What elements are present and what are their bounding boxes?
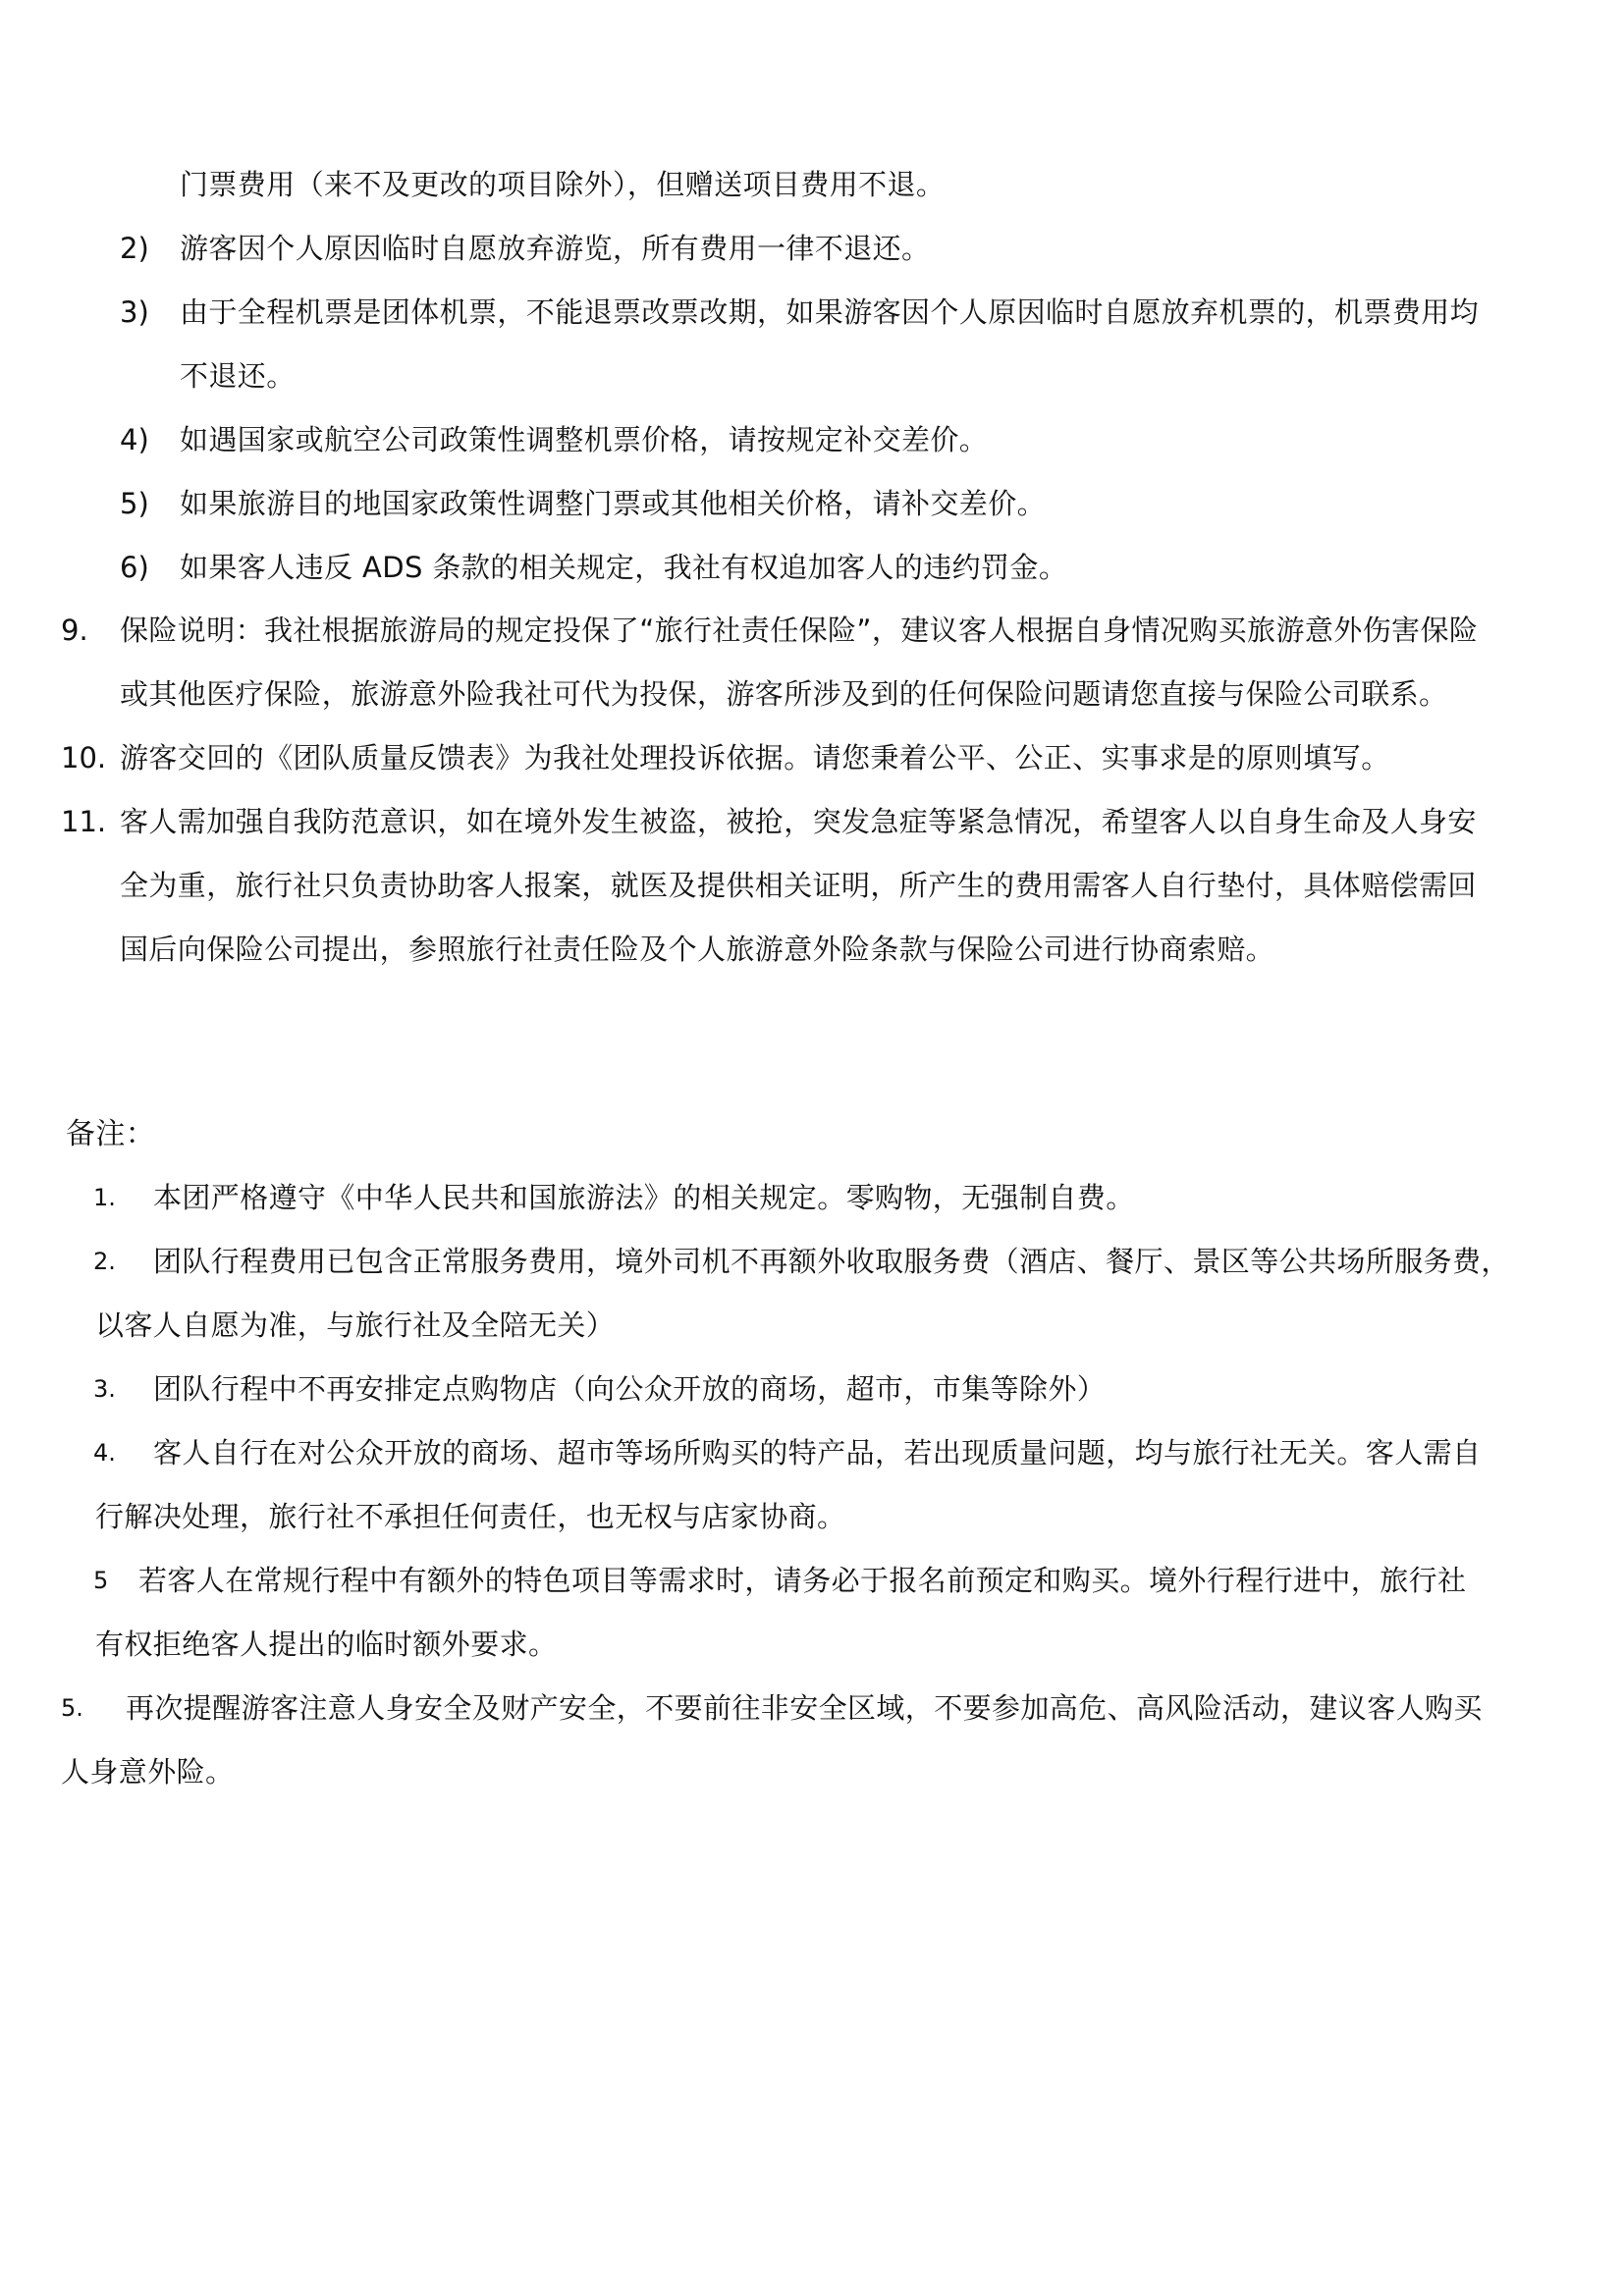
clause-line: 全为重，旅行社只负责协助客人报案，就医及提供相关证明，所产生的费用需客人自行垫付，具体赔偿需回 bbox=[120, 869, 1477, 902]
sub-item-line: 如果客人违反 ADS 条款的相关规定，我社有权追加客人的违约罚金。 bbox=[180, 551, 1068, 584]
remark-line: 人身意外险。 bbox=[61, 1755, 235, 1789]
remarks-title: 备注： bbox=[66, 1117, 156, 1151]
clause-line: 保险说明：我社根据旅游局的规定投保了“旅行社责任保险”，建议客人根据自身情况购买旅游意外伤害保险 bbox=[120, 614, 1479, 647]
sub-item-number: 3) bbox=[120, 295, 149, 329]
clause-line: 游客交回的《团队质量反馈表》为我社处理投诉依据。请您秉着公平、公正、实事求是的原则填写。 bbox=[120, 741, 1390, 774]
remark-line: 若客人在常规行程中有额外的特色项目等需求时，请务必于报名前预定和购买。境外行程行进中，旅行社 bbox=[138, 1564, 1467, 1597]
sub-item-number: 5) bbox=[120, 487, 149, 520]
sub-item-line: 如遇国家或航空公司政策性调整机票价格，请按规定补交差价。 bbox=[180, 423, 989, 456]
remark-line: 有权拒绝客人提出的临时额外要求。 bbox=[95, 1628, 558, 1661]
clause-continuation-line: 门票费用（来不及更改的项目除外），但赠送项目费用不退。 bbox=[180, 168, 946, 201]
sub-item-line: 如果旅游目的地国家政策性调整门票或其他相关价格，请补交差价。 bbox=[180, 487, 1047, 520]
clause-number: 9. bbox=[61, 614, 88, 647]
sub-item-line: 由于全程机票是团体机票，不能退票改票改期，如果游客因个人原因临时自愿放弃机票的，机票费用均 bbox=[180, 295, 1480, 329]
clause-number: 10. bbox=[61, 741, 107, 774]
remark-line: 行解决处理，旅行社不承担任何责任，也无权与店家协商。 bbox=[95, 1500, 846, 1533]
remark-line: 再次提醒游客注意人身安全及财产安全，不要前往非安全区域，不要参加高危、高风险活动，建议客人购买 bbox=[126, 1691, 1483, 1725]
clause-line: 国后向保险公司提出，参照旅行社责任险及个人旅游意外险条款与保险公司进行协商索赔。 bbox=[120, 933, 1275, 966]
remark-number: 4. bbox=[93, 1439, 116, 1467]
remark-line: 团队行程费用已包含正常服务费用，境外司机不再额外收取服务费（酒店、餐厅、景区等公共场所服务费， bbox=[153, 1245, 1510, 1278]
sub-item-number: 2) bbox=[120, 232, 149, 265]
remark-number: 3. bbox=[93, 1375, 116, 1403]
clause-line: 客人需加强自我防范意识，如在境外发生被盗，被抢，突发急症等紧急情况，希望客人以自身生命及人身安 bbox=[120, 805, 1477, 838]
remark-line: 团队行程中不再安排定点购物店（向公众开放的商场，超市，市集等除外） bbox=[153, 1372, 1107, 1406]
remark-number: 5. bbox=[61, 1694, 83, 1722]
sub-item-line: 游客因个人原因临时自愿放弃游览，所有费用一律不退还。 bbox=[180, 232, 931, 265]
remark-line: 客人自行在对公众开放的商场、超市等场所购买的特产品，若出现质量问题，均与旅行社无关。客人需自 bbox=[153, 1436, 1482, 1469]
remark-line: 本团严格遵守《中华人民共和国旅游法》的相关规定。零购物，无强制自费。 bbox=[153, 1181, 1135, 1214]
sub-item-number: 6) bbox=[120, 551, 149, 584]
sub-item-number: 4) bbox=[120, 423, 149, 456]
sub-item-line: 不退还。 bbox=[180, 359, 296, 393]
remark-line: 以客人自愿为准，与旅行社及全陪无关） bbox=[95, 1308, 616, 1342]
clause-number: 11. bbox=[61, 805, 107, 838]
remark-number: 2. bbox=[93, 1248, 116, 1275]
remark-number: 5 bbox=[93, 1567, 109, 1594]
clause-line: 或其他医疗保险，旅游意外险我社可代为投保，游客所涉及到的任何保险问题请您直接与保险公司联系。 bbox=[120, 677, 1448, 711]
remark-number: 1. bbox=[93, 1184, 116, 1211]
